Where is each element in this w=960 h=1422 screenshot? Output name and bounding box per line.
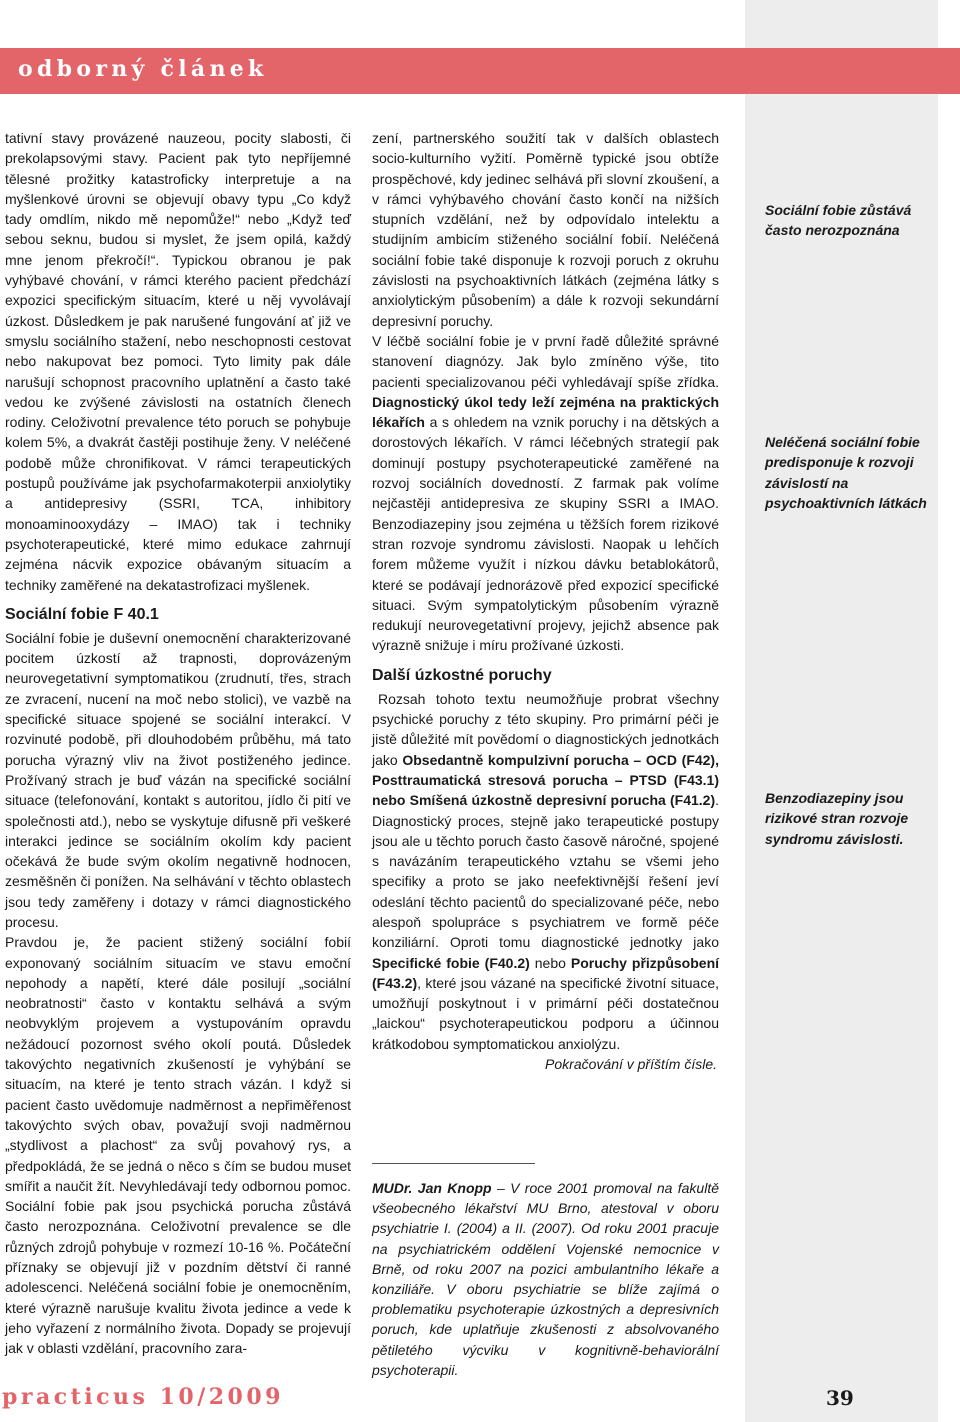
text-run: , které jsou vázané na specifické životní situace, umožňují poskytnout i v primární péči dostatečnou „laickou“ psychoterapeutickou podporu a účinnou krátkodobou symptomatickou anxiolýzu. xyxy=(372,974,719,1052)
author-divider xyxy=(372,1163,535,1164)
paragraph xyxy=(372,689,719,1054)
paragraph xyxy=(372,331,719,656)
emphasis-text: Poruchy přizpůsobení (F43.2) xyxy=(372,954,720,991)
text-run: Rozsah tohoto textu neumožňuje probrat všechny psychické poruchy z této skupiny. Pro primární péči je jistě důležité mít povědomí o diagnostických jednotkách jako xyxy=(372,690,719,768)
paragraph: Pravdou je, že pacient stižený sociální fobií exponovaný sociálním situacím ve stavu emoční nepohody a napětí, které dále posilují „sociální neobratnosti“ často v kontaktu selhává a svým neobvyklým projevem a vystupováním opravdu nežádoucí pozornost svého okolí poutá. Důsledek takovýchto negativních zkušeností je vyhýbání se situacím, na které je tento strach vázán. I když si pacient často uvědomuje nadměrnost a nepřiměřenost takovýchto svých obav, považují svoji nadměrnou „stydlivost a plachost“ za svůj povahový rys, a předpokládá, že se jedná o něco s čím se budou muset smířit a naučit žít. Nevyhledávají tedy odbornou pomoc. Sociální fobie pak jsou psychická porucha zůstává často nerozpoznána. Celoživotní prevalence se dle různých zdrojů pohybuje v rozmezí 10-16 %. Počáteční příznaky se objevují již v pozdním dětství či ranné adolescenci. Neléčená sociální fobie je onemocněním, které výrazně narušuje kvalitu života jedince a vede k jeho vyřazení z normálního života. Dopady se projevují jak v oblasti vzdělání, pracovního zara- xyxy=(5,934,351,1357)
journal-footer: practicus 10/2009 xyxy=(2,1384,284,1410)
continued-note: Pokračování v příštím čísle. xyxy=(545,1056,717,1073)
section-heading: Sociální fobie F 40.1 xyxy=(5,605,159,623)
left-column xyxy=(5,128,351,1359)
pullquote: Sociální fobie zůstává často nerozpoznána xyxy=(765,202,912,239)
pullquote: Benzodiazepiny jsou rizikové stran rozvoje syndromu závislosti. xyxy=(765,790,909,847)
paragraph: tativní stavy provázené nauzeou, pocity slabosti, či prekolapsovými stavy. Pacient pak tyto nepříjemné tělesné prožitky katastroficky interpretuje a na myšlenkové úrovni se objevují obavy typu „Co když tady omdlím, nikdo mě nepomůže!“ nebo „Když teď sebou seknu, budou si myslet, že jsem opilá, každý mne jenom překročí!“. Typickou obranou je pak vyhýbavé chování, v rámci kterého pacient předchází expozici specifickým situacím, které u něj vyvolávají úzkost. Důsledkem je pak narušené fungování ať již ve smyslu sociálního stažení, nebo neschopnosti cestovat nebo nakupovat bez pomoci. Tyto limity pak dále narušují schopnost pracovního uplatnění a často také vedou ke zvýšené závislosti na ostatních členech rodiny. Celoživotní prevalence této poruch se pohybuje kolem 5%, a dvakrát častěji postihuje ženy. V neléčené podobě může chronifikovat. V rámci terapeutických postupů používáme jak psychofarmakoterpii anxiolytiky a antidepresivy (SSRI, TCA, inhibitory monoaminooxydázy – IMAO) tak i techniky psychoterapeutické, které mimo edukace zahrnují zejména nácvik expozice obávaným situacím a techniky zaměřené na dekatastrofizaci myšlenek. xyxy=(5,130,351,593)
section-label: odborný článek xyxy=(18,56,268,82)
pullquote: Neléčená sociální fobie predisponuje k rozvoji závislostí na psychoaktivních látkách xyxy=(765,434,927,511)
author-bio-text: – V roce 2001 promoval na fakultě všeobecného lékařství MU Brno, atestoval v oboru psychiatrie I. (2004) a II. (2007). Od roku 2001 pracuje na psychiatrickém oddělení Vojenské nemocnice v Brně, od roku 2007 na pozici ambulantního lékaře a konziliáře. V oboru psychiatrie se blíže zajímá o problematiku psychoterapie úzkostných a depresivních poruch, kde uplatňuje zkušenosti z absolvovaného pětiletého výcviku v kognitivně-behaviorální psychoterapii. xyxy=(372,1180,719,1378)
text-run: V léčbě sociální fobie je v první řadě důležité správné stanovení diagnózy. Jak bylo zmíněno výše, tito pacienti specializovanou péči vyhledávají spíše zřídka. xyxy=(372,332,719,390)
text-run: nebo xyxy=(529,954,571,971)
author-name: MUDr. Jan Knopp xyxy=(372,1180,492,1196)
paragraph: Sociální fobie je duševní onemocnění charakterizované pocitem úzkostí až trapnosti, doprovázeným neurovegetativní symptomatikou (zrudnutí, třes, strach ze zvracení, nucení na moč nebo stolici), ve vazbě na specifické situace spojené se sociální interakcí. V rozvinuté podobě, při dlouhodobém průběhu, má tato porucha výrazný vliv na život postiženého jedince. Prožívaný strach je buď vázán na specifické sociální situace (telefonování, kontakt s autoritou, jídlo či pití ve společnosti atd.), nebo se vyskytuje difusně při veškeré interakci jedince se sociálním okolím kdy pacient očekává že bude svým okolím negativně hodnocen, zesměšněn či ponížen. Na selhávání v těchto oblastech jsou tedy zaměřeny i dotazy v rámci diagnostického procesu. xyxy=(5,629,351,930)
emphasis-text: Obsedantně kompulzivní porucha – OCD (F42), Posttraumatická stresová porucha – PTSD (F43.1) nebo Smíšená úzkostně depresivní porucha (F41.2) xyxy=(372,751,719,809)
page-number: 39 xyxy=(826,1386,854,1410)
emphasis-text: Specifické fobie (F40.2) xyxy=(372,954,530,971)
emphasis-text: Diagnostický úkol tedy leží zejména na praktických lékařích xyxy=(372,393,719,431)
text-run: . Diagnostický proces, stejně jako terapeutické postupy jsou ale u těchto poruch často časově náročné, spojené s navázáním terapeutického vztahu se všemi jeho specifiky a proto se jako neefektivnější řešení jeví odeslání těchto pacientů do specializované péče, nebo alespoň spolupráce s psychiatrem ve formě péče konziliární. Oproti tomu diagnostické jednotky jako xyxy=(372,792,719,951)
author-bio xyxy=(372,1178,719,1380)
paragraph: zení, partnerského soužití tak v dalších oblastech socio-kulturního vyžití. Poměrně typické jsou obtíže prospěchové, kdy jedinec selhává při slovní zkoušení, a v rámci vyhýbavého chování často končí na nižších stupních vzdělání, než by odpovídalo intelektu a studijním ambicím stiženého sociální fobií. Neléčená sociální fobie také disponuje k rozvoji poruch z okruhu závislosti na psychoaktivních látkách (zejména látky s anxiolytickým působením) a dále k rozvoji sekundární depresivní poruchy. xyxy=(372,130,719,329)
section-heading: Další úzkostné poruchy xyxy=(372,666,552,684)
text-run: a s ohledem na vznik poruchy i na dětských a dorostových lékařích. V rámci léčebných strategií pak dominují postupy psychoterapeutické zaměřené na rozvoj sociálních dovedností. Z farmak pak volíme nejčastěji antidepresiva ze skupiny SSRI a IMAO. Benzodiazepiny jsou zejména u těžších forem rizikové stran rozvoje syndromu závislosti. Naopak u lehčích forem můžeme využít i nízkou dávku betablokátorů, které se podávají jednorázově před expozicí specifické situaci. Svým sympatolytickým působením výrazně redukují neurovegetativní projevy, jejichž absence pak výrazně snižuje i míru prožívané úzkosti. xyxy=(372,414,719,654)
right-column xyxy=(372,128,719,1074)
